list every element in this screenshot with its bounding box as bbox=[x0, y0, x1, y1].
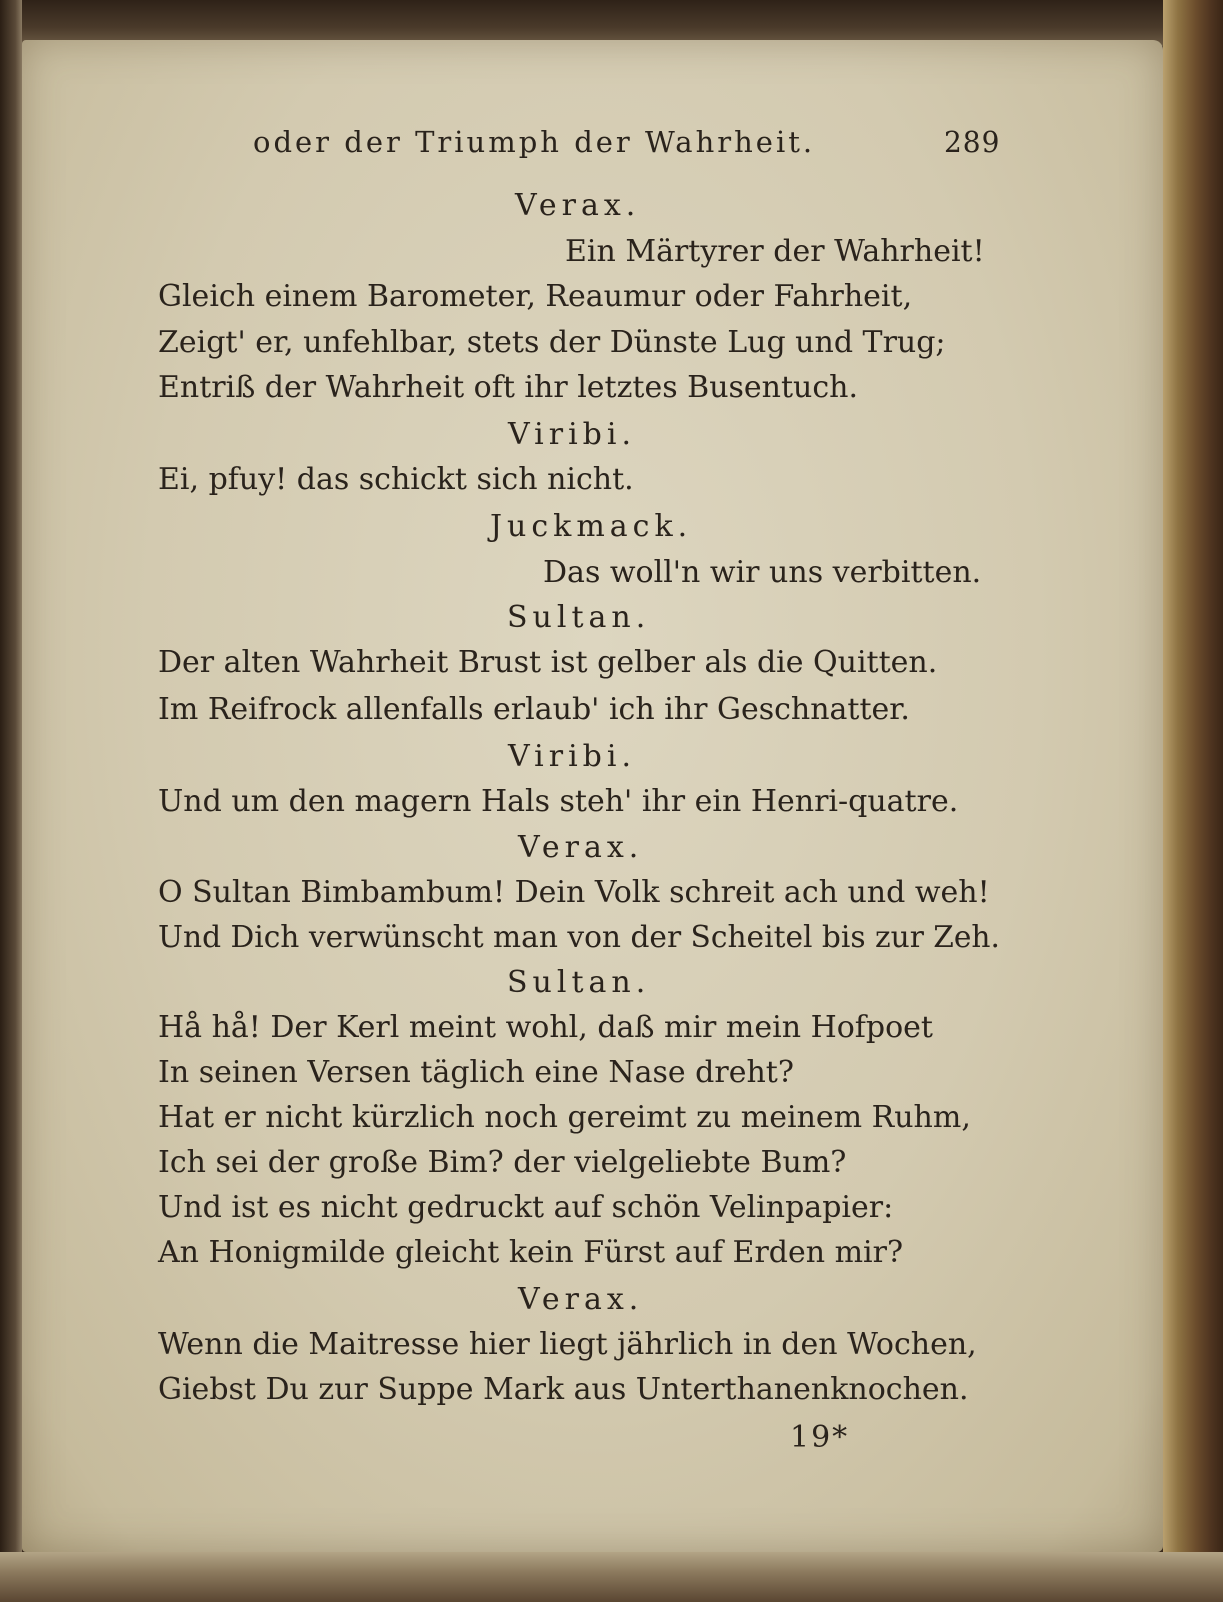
verse-line: Ei, pfuy! das schickt sich nicht. bbox=[158, 462, 634, 497]
book-edge-left bbox=[0, 0, 22, 1602]
speaker-label: Viribi. bbox=[508, 417, 637, 452]
verse-line: Und ist es nicht gedruckt auf schön Velinpapier: bbox=[158, 1190, 894, 1225]
page-number: 289 bbox=[944, 125, 1001, 159]
verse-line: O Sultan Bimbambum! Dein Volk schreit ach und weh! bbox=[158, 875, 990, 910]
verse-line: Wenn die Maitresse hier liegt jährlich in den Wochen, bbox=[158, 1327, 977, 1362]
signature-mark: 19* bbox=[790, 1420, 850, 1455]
verse-line: Zeigt' er, unfehlbar, stets der Dünste Lug und Trug; bbox=[158, 325, 946, 360]
speaker-label: Verax. bbox=[515, 188, 641, 223]
verse-line: In seinen Versen täglich eine Nase dreht? bbox=[158, 1055, 794, 1090]
verse-line: Und um den magern Hals steh' ihr ein Henri-quatre. bbox=[158, 784, 959, 819]
verse-line: Hå hå! Der Kerl meint wohl, daß mir mein Hofpoet bbox=[158, 1010, 933, 1045]
verse-line: Entriß der Wahrheit oft ihr letztes Busentuch. bbox=[158, 370, 859, 405]
running-title: oder der Triumph der Wahrheit. bbox=[253, 125, 816, 159]
speaker-label: Sultan. bbox=[507, 965, 651, 1000]
speaker-label: Verax. bbox=[518, 830, 644, 865]
book-edge-bottom bbox=[0, 1552, 1223, 1602]
verse-line: An Honigmilde gleicht kein Fürst auf Erden mir? bbox=[158, 1235, 904, 1270]
verse-line: Der alten Wahrheit Brust ist gelber als die Quitten. bbox=[158, 645, 938, 680]
verse-line: Gleich einem Barometer, Reaumur oder Fahrheit, bbox=[158, 279, 913, 314]
verse-line: Giebst Du zur Suppe Mark aus Unterthanenknochen. bbox=[158, 1372, 969, 1407]
verse-line: Ich sei der große Bim? der vielgeliebte Bum? bbox=[158, 1145, 847, 1180]
verse-line: Ein Märtyrer der Wahrheit! bbox=[565, 234, 985, 269]
verse-line: Hat er nicht kürzlich noch gereimt zu meinem Ruhm, bbox=[158, 1100, 971, 1135]
verse-line: Das woll'n wir uns verbitten. bbox=[543, 555, 982, 590]
speaker-label: Verax. bbox=[518, 1282, 644, 1317]
verse-line: Und Dich verwünscht man von der Scheitel bis zur Zeh. bbox=[158, 920, 1000, 955]
speaker-label: Sultan. bbox=[507, 600, 651, 635]
speaker-label: Viribi. bbox=[508, 739, 637, 774]
speaker-label: Juckmack. bbox=[490, 509, 693, 544]
book-edge-right bbox=[1163, 0, 1223, 1602]
verse-line: Im Reifrock allenfalls erlaub' ich ihr Geschnatter. bbox=[158, 692, 910, 727]
